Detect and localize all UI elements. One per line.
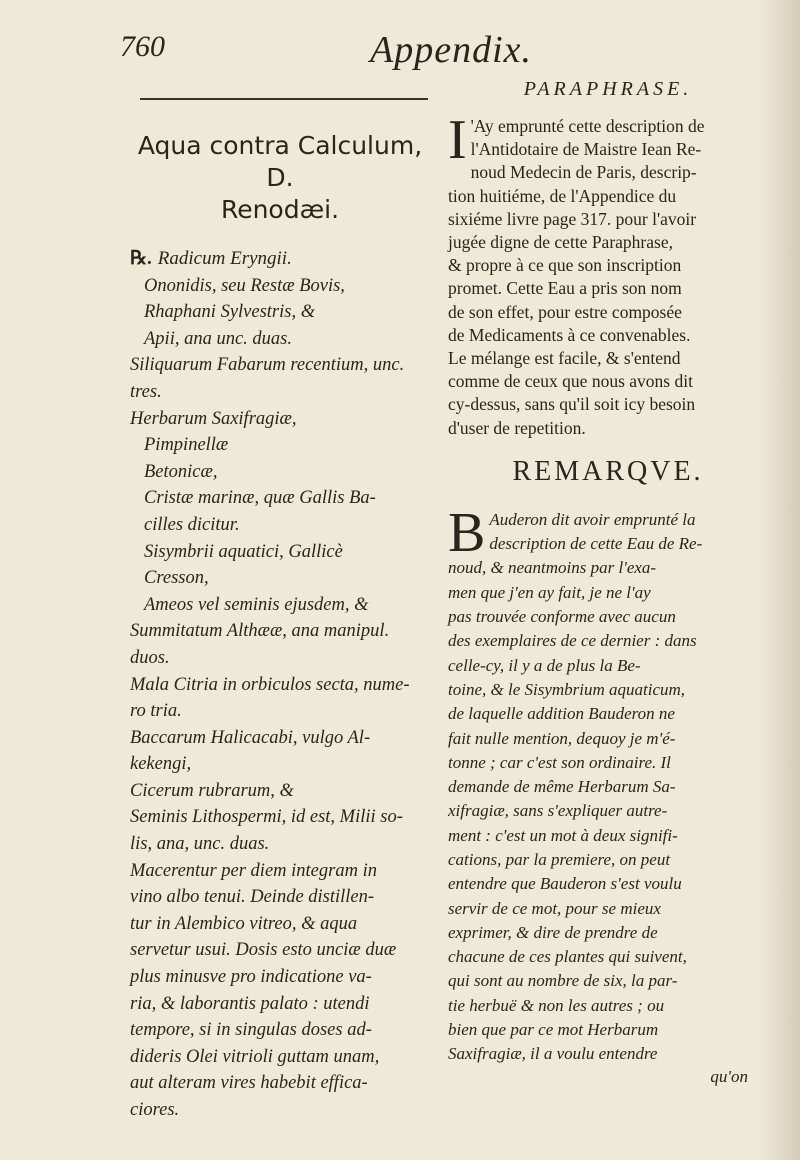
remarque-line: entendre que Bauderon s'est voulu	[448, 874, 682, 894]
paraphrase-line: comme de ceux que nous avons dit	[448, 371, 693, 392]
recipe-line: Betonicæ,	[144, 461, 218, 482]
french-commentary-column	[448, 78, 768, 1087]
recipe-line: Baccarum Halicacabi, vulgo Al-	[130, 727, 371, 748]
remarque-line: des exemplaires de ce dernier : dans	[448, 631, 697, 651]
remarque-heading: REMARQVE.	[512, 455, 704, 487]
recipe-line: Ameos vel seminis ejusdem, &	[144, 594, 369, 615]
recipe-line: Cresson,	[144, 568, 209, 589]
paraphrase-line: sixiéme livre page 317. pour l'avoir	[448, 208, 697, 229]
recipe-line: tempore, si in singulas doses ad-	[130, 1020, 372, 1041]
remarque-line: pas trouvée conforme avec aucun	[448, 607, 676, 627]
paraphrase-line: promet. Cette Eau a pris son nom	[448, 278, 682, 299]
header-rule	[140, 98, 428, 100]
recipe-line: Cicerum rubrarum, &	[130, 780, 294, 801]
recipe-line: Siliquarum Fabarum recentium, unc.	[130, 355, 405, 376]
recipe-line: dideris Olei vitrioli guttam unam,	[130, 1046, 380, 1067]
paraphrase-line: de son effet, pour estre composée	[448, 301, 682, 322]
recipe-ingredient-list	[130, 246, 430, 1124]
recipe-line: Cristæ marinæ, quæ Gallis Ba-	[144, 488, 376, 509]
paraphrase-line: & propre à ce que son inscription	[448, 255, 682, 276]
catchword: qu'on	[710, 1066, 748, 1086]
recipe-line: tres.	[130, 381, 162, 402]
remarque-line: B Auderon dit avoir emprunté la	[448, 501, 696, 564]
remarque-line: xifragiæ, sans s'expliquer autre-	[448, 801, 668, 821]
remarque-line: exprimer, & dire de prendre de	[448, 922, 658, 942]
recipe-symbol: ℞.	[130, 248, 152, 269]
recipe-line: Herbarum Saxifragiæ,	[130, 408, 297, 429]
recipe-line: vino albo tenui. Deinde distillen-	[130, 887, 375, 908]
remarque-line: description de cette Eau de Re-	[489, 534, 703, 554]
recipe-line: servetur usui. Dosis esto unciæ duæ	[130, 940, 397, 961]
remarque-line: Saxifragiæ, il a voulu entendre	[448, 1044, 658, 1064]
remarque-line: noud, & neantmoins par l'exa-	[448, 558, 657, 578]
remarque-line: fait nulle mention, dequoy je m'é-	[448, 728, 676, 748]
recipe-line: kekengi,	[130, 754, 192, 775]
remarque-line: celle-cy, il y a de plus la Be-	[448, 655, 641, 675]
paraphrase-line: l'Antidotaire de Maistre Iean Re-	[470, 139, 702, 160]
remarque-line: men que j'en ay fait, je ne l'ay	[448, 582, 651, 602]
recipe-title-line-2: Renodæi.	[220, 195, 340, 224]
paraphrase-text	[448, 109, 768, 440]
paraphrase-line: cy-dessus, sans qu'il soit icy besoin	[448, 394, 696, 415]
remarque-line: bien que par ce mot Herbarum	[448, 1020, 659, 1040]
latin-recipe-column	[130, 130, 430, 1124]
remarque-line: de laquelle addition Bauderon ne	[448, 704, 675, 724]
paraphrase-line: noud Medecin de Paris, descrip-	[470, 162, 697, 183]
recipe-line: Pimpinellæ	[144, 435, 229, 456]
recipe-title	[130, 130, 430, 226]
recipe-line: Macerentur per diem integram in	[130, 860, 377, 881]
paraphrase-line: de Medicaments à ce convenables.	[448, 324, 691, 345]
recipe-line: tur in Alembico vitreo, & aqua	[130, 913, 358, 934]
paraphrase-line: Le mélange est facile, & s'entend	[448, 348, 681, 369]
recipe-line: Seminis Lithospermi, id est, Milii so-	[130, 807, 403, 828]
paraphrase-line: jugée digne de cette Paraphrase,	[448, 232, 673, 253]
paraphrase-line: d'user de repetition.	[448, 417, 586, 438]
remarque-line: cations, par la premiere, on peut	[448, 850, 671, 869]
remarque-line: chacune de ces plantes qui suivent,	[448, 947, 687, 967]
remarque-line: ment : c'est un mot à deux signifi-	[448, 825, 678, 845]
remarque-line: tonne ; car c'est son ordinaire. Il	[448, 752, 671, 772]
recipe-line: duos.	[130, 647, 170, 668]
recipe-line: lis, ana, unc. duas.	[130, 834, 270, 855]
remarque-dropcap: B	[448, 501, 486, 564]
recipe-line: ro tria.	[130, 701, 182, 722]
recipe-line: Summitatum Althææ, ana manipul.	[130, 621, 390, 642]
remarque-line: tie herbuë & non les autres ; ou	[448, 995, 665, 1015]
recipe-line: Sisymbrii aquatici, Gallicè	[144, 541, 343, 562]
remarque-line: servir de ce mot, pour se mieux	[448, 898, 661, 918]
recipe-line: ℞. Radicum Eryngii.	[130, 248, 292, 269]
recipe-line: Mala Citria in orbiculos secta, nume-	[130, 674, 410, 695]
recipe-line: Apii, ana unc. duas.	[144, 328, 292, 349]
recipe-line: Rhaphani Sylvestris, &	[144, 302, 316, 323]
running-head: Appendix.	[370, 29, 533, 71]
recipe-line: cilles dicitur.	[144, 514, 240, 535]
recipe-line: aut alteram vires habebit effica-	[130, 1073, 368, 1094]
remarque-line: demande de même Herbarum Sa-	[448, 777, 676, 797]
page-number: 760	[120, 30, 165, 63]
recipe-line: ciores.	[130, 1100, 180, 1120]
recipe-line: Ononidis, seu Restæ Bovis,	[144, 275, 345, 296]
remarque-text	[448, 501, 768, 1067]
remarque-line: toine, & le Sisymbrium aquaticum,	[448, 679, 686, 699]
paraphrase-dropcap: I	[448, 109, 467, 171]
recipe-line: plus minusve pro indicatione va-	[130, 967, 372, 988]
paraphrase-line: I 'Ay emprunté cette description de	[448, 109, 705, 171]
paraphrase-heading: PARAPHRASE.	[523, 78, 693, 100]
remarque-line: qui sont au nombre de six, la par-	[448, 971, 678, 991]
recipe-line: ria, & laborantis palato : utendi	[130, 993, 370, 1014]
recipe-title-line-1: Aqua contra Calculum, D.	[137, 131, 423, 192]
paraphrase-line: tion huitiéme, de l'Appendice du	[448, 185, 677, 206]
